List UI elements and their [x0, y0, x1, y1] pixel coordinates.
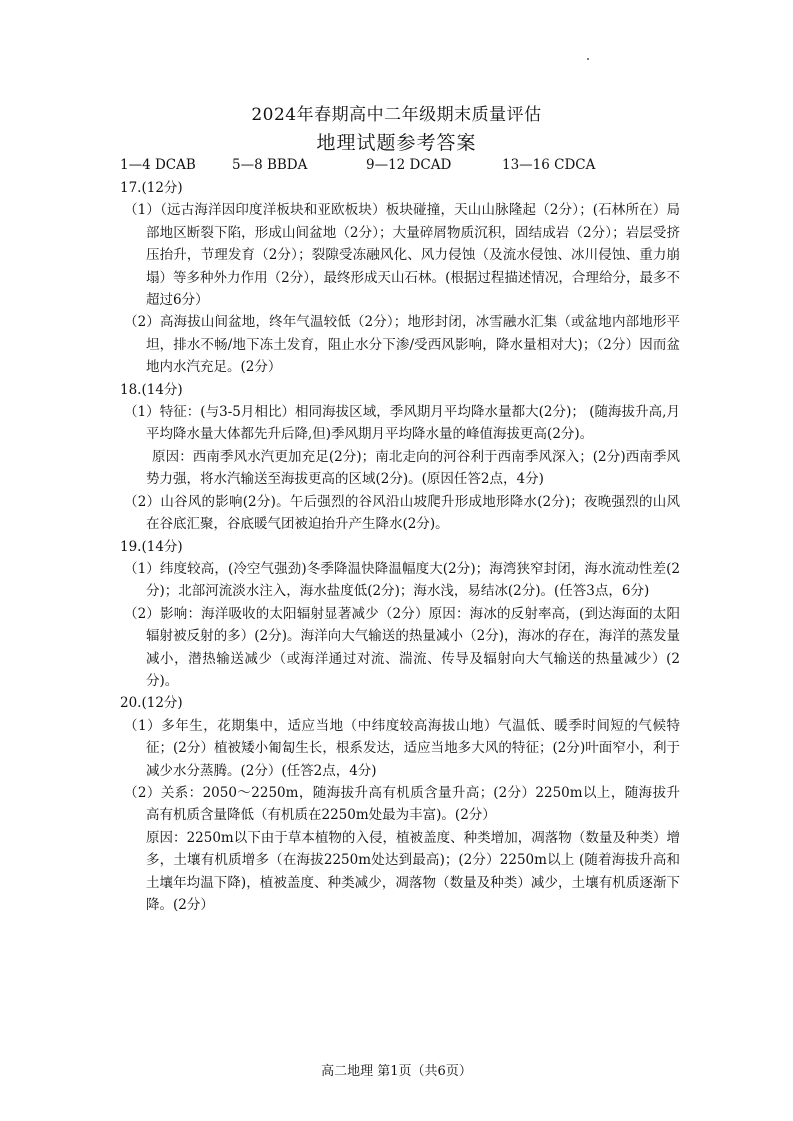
exam-title: 2024年春期高中二年级期末质量评估 — [251, 105, 542, 125]
page-footer: 高二地理 第1页（共6页） — [321, 1064, 472, 1079]
choice-answers-row — [120, 157, 595, 173]
choice-answers-1-4: 1—4 DCAB — [120, 157, 196, 173]
scan-dot — [587, 58, 589, 60]
q19-heading: 19.(14分) — [120, 538, 183, 555]
q20-part2-reason: 原因：2250m以下由于草本植物的入侵，植被盖度、种类增加，凋落物（数量及种类）增多，土壤有机质增多（在海拔2250m处达到最高)；(2分）2250m以上 (随着海拔升高和土壤年均温下降)，植被盖度、种类减少，凋落物（数量及种类）减少，土壤有机质逐渐下降。(2分） — [146, 829, 680, 913]
q18-heading: 18.(14分) — [120, 381, 183, 398]
document-subtitle: 地理试题参考答案 — [316, 132, 477, 154]
q20-part1-answer: （1）多年生，花期集中，适应当地（中纬度较高海拔山地）气温低、暖季时间短的气候特征；(2分）植被矮小匍匐生长，根系发达，适应当地多大风的特征；(2分)叶面窄小，利于减少水分蒸腾。(2分）(任答2点，4分) — [124, 717, 680, 779]
answers-body — [120, 177, 680, 916]
q19-part2-answer: （2）影响：海洋吸收的太阳辐射显著减少（2分）原因：海冰的反射率高，(到达海面的太阳辐射被反射的多）(2分)。海洋向大气输送的热量减小（2分)，海冰的存在，海洋的蒸发量减小，潜热输送减少（或海洋通过对流、湍流、传导及辐射向大气输送的热量减少）(2分)。 — [124, 605, 680, 689]
choice-answers-9-12: 9—12 DCAD — [366, 157, 452, 173]
q20-part2-answer: （2）关系：2050～2250m，随海拔升高有机质含量升高；(2分）2250m以上，随海拔升高有机质含量降低（有机质在2250m处最为丰富)。(2分） — [124, 784, 680, 824]
q17-heading: 17.(12分) — [120, 180, 183, 196]
q19-part1-answer: （1）纬度较高，(冷空气强劲)冬季降温快降温幅度大(2分)；海湾狭窄封闭，海水流动性差(2分)；北部河流淡水注入，海水盐度低(2分)；海水浅，易结冰(2分)。(任答3点，6分) — [124, 560, 680, 600]
q18-part1-answer: （1）特征：(与3-5月相比）相同海拔区域，季风期月平均降水量都大(2分)； (随海拔升高,月平均降水量大体都先升后降,但)季风期月平均降水量的峰值海拔更高(2分)。 — [124, 404, 680, 443]
q18-part2-answer: （2）山谷风的影响(2分)。午后强烈的谷风沿山坡爬升形成地形降水(2分)；夜晚强烈的山风在谷底汇聚，谷底暖气团被迫抬升产生降水(2分)。 — [124, 493, 680, 533]
q17-part1-answer: （1）（远古海洋因印度洋板块和亚欧板块）板块碰撞，天山山脉隆起（2分）；(石林所在）局部地区断裂下陷，形成山间盆地（2分）；大量碎屑物质沉积，固结成岩（2分）；岩层受挤压抬升，节理发育（2分）；裂隙受冻融风化、风力侵蚀（及流水侵蚀、冰川侵蚀、重力崩塌）等多种外力作用（2分），最终形成天山石林。(根据过程描述情况，合理给分，最多不超过6分） — [124, 202, 680, 309]
q20-heading: 20.(12分) — [120, 695, 183, 712]
choice-answers-13-16: 13—16 CDCA — [502, 157, 596, 173]
q17-part2-answer: （2）高海拔山间盆地，终年气温较低（2分）；地形封闭，冰雪融水汇集（或盆地内部地形平坦，排水不畅/地下冻土发育，阻止水分下渗/受西风影响，降水量相对大)；（2分）因而盆地内水汽充足。(2分） — [124, 314, 680, 376]
q18-part1-reason: 原因：西南季风水汽更加充足(2分)；南北走向的河谷利于西南季风深入；(2分)西南季风势力强，将水汽输送至海拔更高的区域(2分)。(原因任答2点，4分) — [146, 448, 680, 488]
choice-answers-5-8: 5—8 BBDA — [232, 157, 308, 173]
